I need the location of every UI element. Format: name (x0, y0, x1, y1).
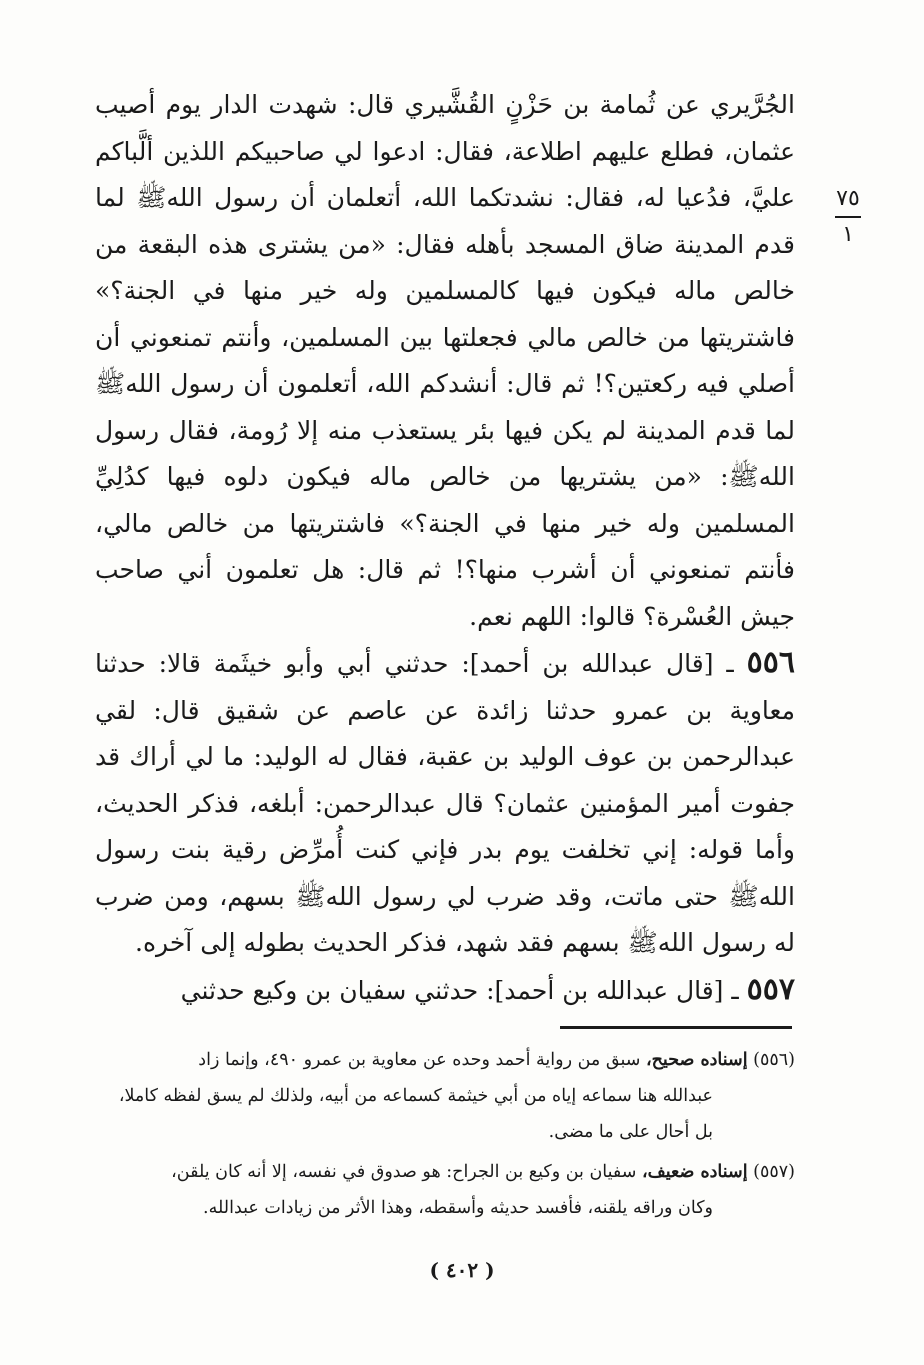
hadith-556 (95, 640, 795, 967)
footnote-separator (560, 1026, 792, 1029)
margin-reference-top: ٧٥ (836, 186, 860, 211)
main-text (95, 82, 795, 1014)
footnote-557-text: سفيان بن وكيع بن الجراح: هو صدوق في نفسه، إلا أنه كان يلقن، (171, 1162, 643, 1182)
hadith-556-number: ٥٥٦ (746, 645, 795, 680)
paragraph-continued: الجُرَّيري عن ثُمامة بن حَزْنٍ القُشَّيري قال: شهدت الدار يوم أصيب عثمان، فطلع عليهم اطلاعة، فقال: ادعوا لي صاحبيكم اللذين ألَّباكم عليَّ، فدُعيا له، فقال: نشدتكما الله، أتعلمان أن رسول اللهﷺ لما قدم المدينة ضاق المسجد بأهله فقال: «من يشترى هذه البقعة من خالص ماله فيكون فيها كالمسلمين وله خير منها في الجنة؟» فاشتريتها من خالص مالي فجعلتها بين المسلمين، وأنتم تمنعوني أن أصلي فيه ركعتين؟! ثم قال: أنشدكم الله، أتعلمون أن رسول اللهﷺ لما قدم المدينة لم يكن فيها بئر يستعذب منه إلا رُومة، فقال رسول اللهﷺ: «من يشتريها من خالص ماله فيكون دلوه فيها كدُلِيِّ المسلمين وله خير منها في الجنة؟» فاشتريتها من خالص مالي، فأنتم تمنعوني أن أشرب منها؟! ثم قال: هل تعلمون أني صاحب جيش العُسْرة؟ قالوا: اللهم نعم. (95, 90, 795, 631)
hadith-557-text: ـ [قال عبدالله بن أحمد]: حدثني سفيان بن وكيع حدثني (180, 975, 747, 1005)
footnote-556-text: سبق من رواية أحمد وحده عن معاوية بن عمرو ٤٩٠، وإنما زاد (198, 1050, 646, 1070)
hadith-556-text: ـ [قال عبدالله بن أحمد]: حدثني أبي وأبو خيثَمة قالا: حدثنا معاوية بن عمرو حدثنا زائدة عن عاصم عن شقيق قال: لقي عبدالرحمن بن عوف الوليد بن عقبة، فقال له الوليد: ما لي أراك قد جفوت أمير المؤمنين عثمان؟ قال عبدالرحمن: أبلغه، فذكر الحديث، وأما قوله: إني تخلفت يوم بدر فإني كنت أُمرِّض رقية بنت رسول اللهﷺ حتى ماتت، وقد ضرب لي رسول اللهﷺ بسهم، ومن ضرب له رسول اللهﷺ بسهم فقد شهد، فذكر الحديث بطوله إلى آخره. (95, 649, 795, 957)
footnote-557-lead: إسناده ضعيف، (642, 1162, 748, 1182)
footnote-556-lead: إسناده صحيح، (645, 1050, 748, 1070)
hadith-557 (95, 967, 795, 1015)
footnote-556-line-2: عبدالله هنا سماعه إياه من أبي خيثمة كسماعه من أبيه، ولذلك لم يسق لفظه كاملا، (118, 1086, 713, 1106)
footnote-557-number: (٥٥٧) (753, 1162, 795, 1182)
page-number: ( ٤٠٢ ) (429, 1258, 495, 1282)
footnote-557-line-2: وكان وراقه يلقنه، فأفسد حديثه وأسقطه، وهذا الأثر من زيادات عبدالله. (203, 1198, 713, 1218)
footnote-556-number: (٥٥٦) (753, 1050, 795, 1070)
margin-reference-bottom: ١ (842, 222, 854, 247)
footnote-556-line-3: بل أحال على ما مضى. (548, 1122, 713, 1142)
footnote-556 (95, 1042, 795, 1150)
footnotes (95, 1042, 795, 1230)
hadith-557-number: ٥٥٧ (746, 971, 795, 1007)
margin-reference-rule (835, 216, 861, 218)
footnote-557 (95, 1154, 795, 1226)
margin-reference (828, 188, 868, 246)
